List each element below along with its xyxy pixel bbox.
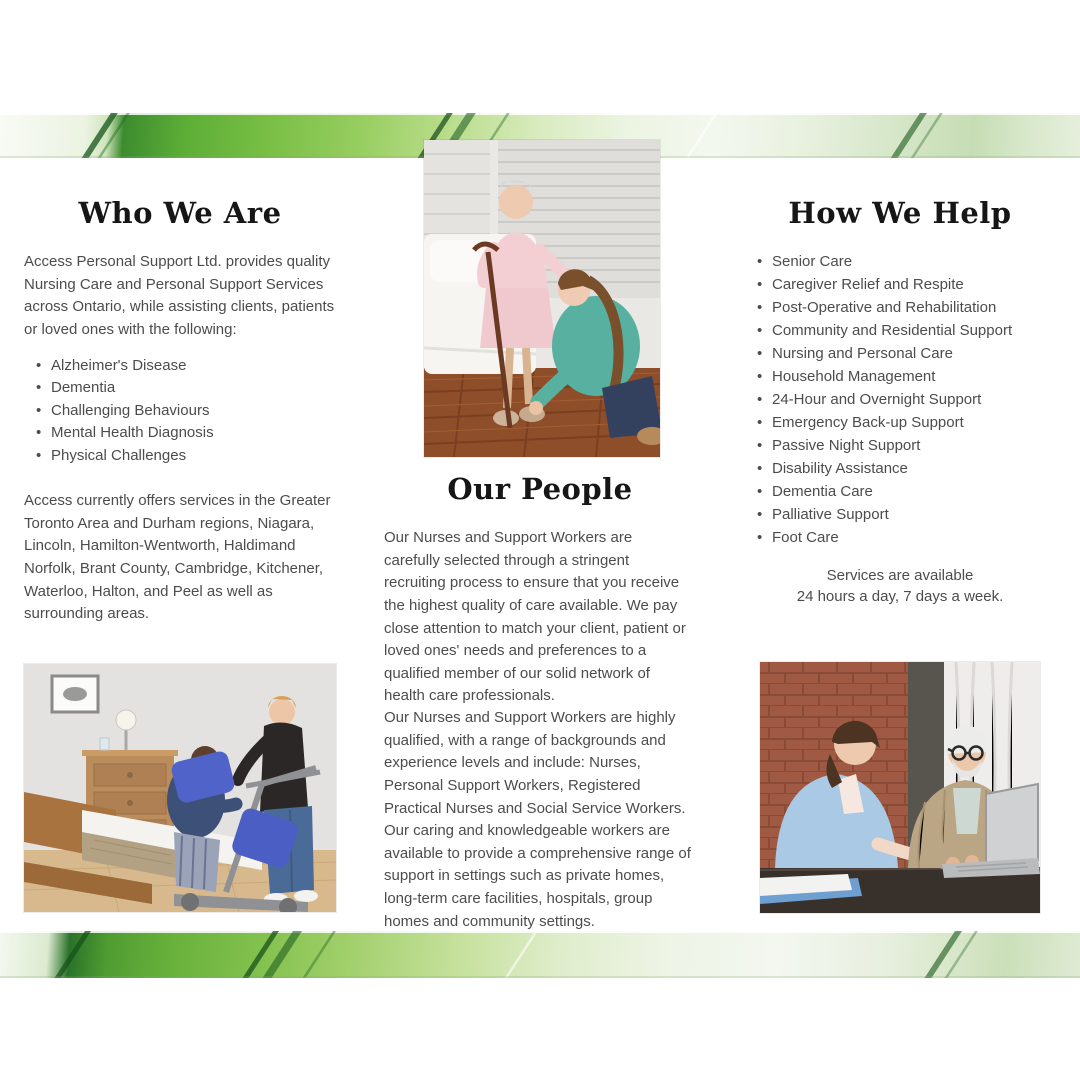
- ribbon-streak: [501, 931, 542, 978]
- service-label: Foot Care: [772, 529, 839, 546]
- service-item: [755, 457, 1047, 480]
- service-item: [755, 503, 1047, 526]
- service-label: Palliative Support: [772, 506, 889, 523]
- bottom-green-ribbon: [0, 931, 1080, 978]
- service-item: [755, 342, 1047, 365]
- availability-line1: Services are available: [826, 567, 974, 584]
- condition-item: [34, 422, 334, 444]
- service-label: Household Management: [772, 368, 936, 385]
- laptop-help-photo: [760, 662, 1040, 913]
- ribbon-streak: [682, 113, 721, 158]
- who-we-are-service-area: Access currently offers services in the Greater Toronto Area and Durham regions, Niagara, Lincoln, Hamilton-Wentworth, Haldimand Norfolk, Brant County, Cambridge, Kitchener, Waterloo, Halton, and Peel as well as surrounding areas.: [24, 492, 331, 623]
- slipper-help-illustration: [424, 140, 660, 457]
- conditions-list: [34, 355, 334, 467]
- condition-label: Alzheimer's Disease: [51, 357, 187, 374]
- ribbon-streak: [259, 931, 306, 978]
- ribbon-streak: [941, 931, 982, 978]
- condition-label: Dementia: [51, 379, 116, 397]
- condition-label: Physical Challenges: [51, 446, 187, 464]
- slipper-help-photo: [424, 140, 660, 457]
- service-item: [755, 250, 1047, 273]
- service-item: [755, 411, 1047, 434]
- service-item: [755, 273, 1047, 296]
- service-item: [755, 434, 1047, 457]
- condition-item: [34, 445, 334, 467]
- service-label: Caregiver Relief and Respite: [772, 276, 964, 293]
- service-item: [755, 388, 1047, 411]
- ribbon-streak: [907, 113, 946, 158]
- availability-line2: 24 hours a day, 7 days a week.: [796, 588, 1004, 605]
- service-item: [755, 480, 1047, 503]
- patient-lift-illustration: [24, 664, 336, 912]
- condition-label: Challenging Behaviours: [51, 401, 210, 419]
- service-label: Dementia Care: [772, 483, 873, 500]
- our-people-para2: Our Nurses and Support Workers are highly qualified, with a range of backgrounds and experience levels and include: Nurses, Personal Support Workers, Registered Practical Nurses and Social Service Workers. Our caring and knowledgeable workers are available to provide a comprehensive range of support in settings such as private homes, long-term care facilities, hospitals, group homes and community settings.: [384, 709, 691, 930]
- ribbon-streak: [51, 931, 95, 978]
- condition-item: [34, 400, 334, 422]
- service-item: [755, 319, 1047, 342]
- service-label: Community and Residential Support: [772, 322, 1013, 339]
- condition-item: [34, 377, 334, 399]
- service-label: Emergency Back-up Support: [772, 414, 964, 431]
- our-people-heading: Our People: [447, 472, 633, 506]
- service-label: Nursing and Personal Care: [772, 345, 953, 362]
- our-people-para1: Our Nurses and Support Workers are carefully selected through a stringent recruiting process to ensure that you receive the highest quality of care available. We pay close attention to match your client, patient or loved ones' needs and preferences to a qualified member of our solid network of health care professionals.: [384, 529, 686, 705]
- condition-item: [34, 355, 334, 377]
- service-item: [755, 296, 1047, 319]
- availability-note: [752, 565, 1048, 607]
- how-we-help-heading: How We Help: [788, 196, 1012, 230]
- service-label: Passive Night Support: [772, 437, 921, 454]
- service-label: Post-Operative and Rehabilitation: [772, 299, 997, 316]
- who-we-are-heading: Who We Are: [78, 196, 282, 230]
- service-item: [755, 365, 1047, 388]
- laptop-help-illustration: [760, 662, 1040, 913]
- ribbon-streak: [299, 931, 340, 978]
- who-we-are-intro: Access Personal Support Ltd. provides quality Nursing Care and Personal Support Services across Ontario, while assisting clients, patients or loved ones with the following:: [24, 253, 335, 338]
- service-label: 24-Hour and Overnight Support: [772, 391, 982, 408]
- services-list: [755, 250, 1047, 549]
- service-label: Senior Care: [772, 253, 853, 270]
- service-item: [755, 526, 1047, 549]
- service-label: Disability Assistance: [772, 460, 908, 477]
- wall-frame: [52, 676, 98, 712]
- condition-label: Mental Health Diagnosis: [51, 424, 214, 442]
- patient-lift-photo: [24, 664, 336, 912]
